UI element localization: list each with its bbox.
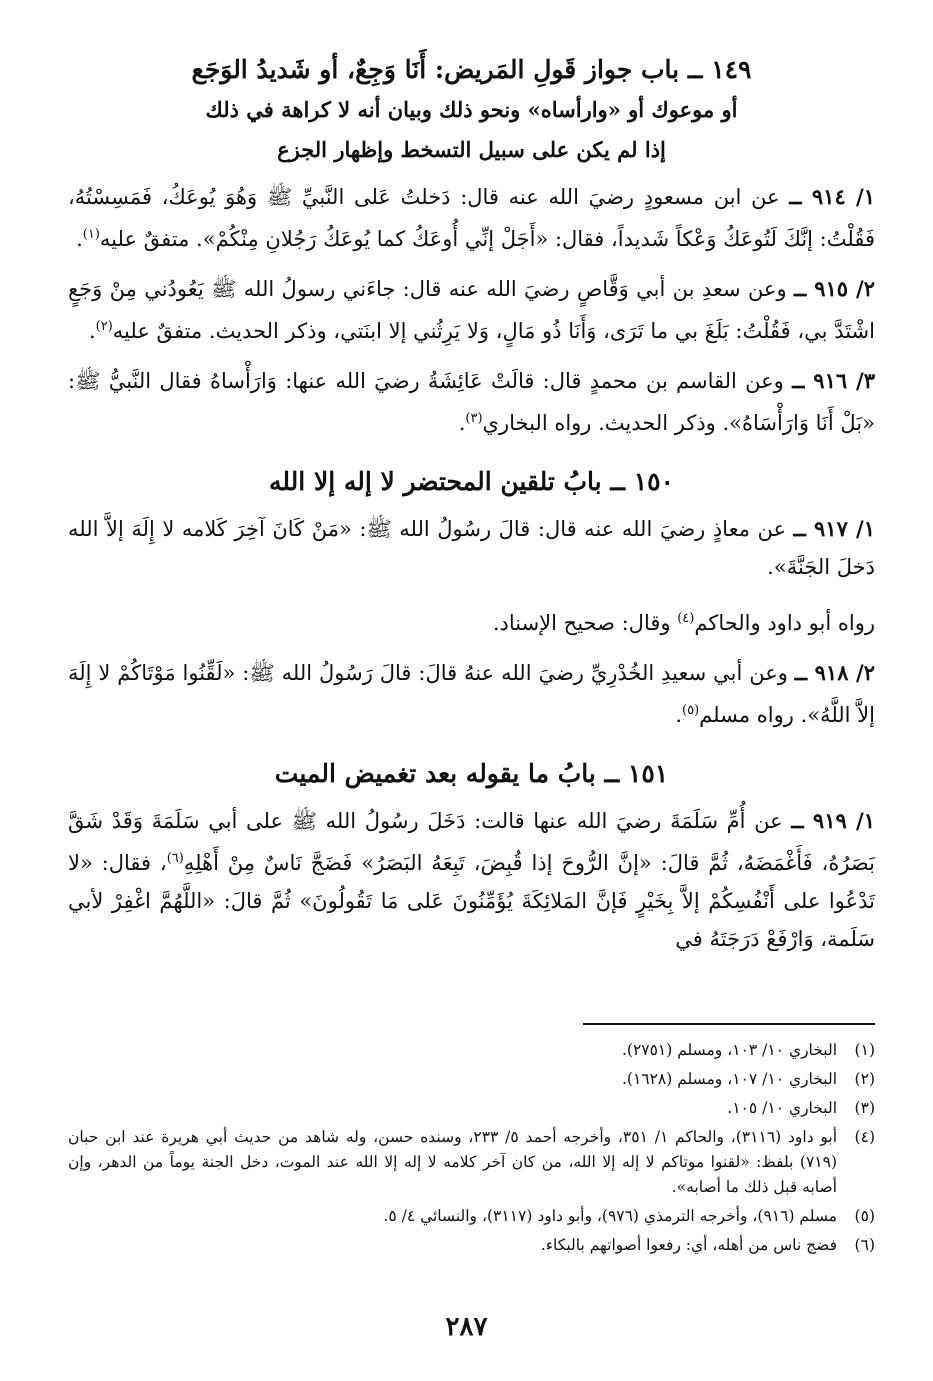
hadith-918: [68, 654, 875, 734]
hadith-917: [68, 510, 875, 586]
chapter-149-title: ١٤٩ ــ باب جواز قَولِ المَريض: أَنَا وَجِعٌ، أو شَديدُ الوَجَع: [191, 55, 752, 84]
hadith-tail: .: [76, 227, 83, 251]
footnote-number: (٦): [854, 1236, 875, 1254]
hadith-number: ١/ ٩١٩ ــ: [791, 808, 875, 833]
footnote-ref: (٣): [465, 411, 483, 426]
footnote-1: [68, 1038, 875, 1063]
hadith-914: [68, 178, 875, 258]
hadith-text: وعن القاسم بن محمدٍ قال: قالَتْ عَائِشَةُ رضيَ الله عنها: وَارَأْساهُ فقال النَّبيُّ ﷺ: «بَلْ أَنَا وَارَأْسَاهُ». وذكر الحديث. رواه البخاري: [68, 369, 875, 435]
footnote-number: (٣): [854, 1099, 875, 1117]
hadith-text: وعن أبي سعيدِ الخُدْرِيِّ رضيَ الله عنهُ قالَ: قالَ رَسُولُ الله ﷺ: «لَقِّنُوا مَوْتَاكُمْ لا إِلَهَ إلاَّ اللَّهُ». رواه مسلم: [68, 661, 875, 727]
hadith-number: ٢/ ٩١٨ ــ: [794, 660, 875, 685]
footnote-2: [68, 1067, 875, 1092]
footnote-number: (١): [854, 1041, 875, 1059]
source-text: رواه أبو داود والحاكم: [694, 611, 875, 635]
hadith-916: [68, 362, 875, 442]
footnote-number: (٤): [854, 1128, 875, 1146]
hadith-text: عن معاذٍ رضيَ الله عنه قال: قالَ رسُولُ الله ﷺ: «مَنْ كَانَ آخِرَ كَلامه لا إِلَهَ إلاَّ الله دَخلَ الجَنَّةَ».: [68, 517, 875, 579]
footnote-3: [68, 1096, 875, 1121]
hadith-tail: .: [675, 703, 683, 727]
footnote-ref: (١): [82, 227, 100, 242]
hadith-number: ٢/ ٩١٥ ــ: [793, 276, 875, 301]
footnote-number: (٥): [854, 1207, 875, 1225]
footnotes: [68, 1038, 875, 1262]
footnote-ref: (٦): [166, 851, 184, 866]
hadith-917-source: [68, 600, 875, 642]
hadith-number: ١/ ٩١٧ ــ: [793, 516, 875, 541]
hadith-text: عن ابن مسعودٍ رضيَ الله عنه قال: دَخلتُ عَلى النَّبيِّ ﷺ وَهُوَ يُوعَكُ، فَمَسِسْتُهُ، فَقُلْتُ: إنَّكَ لَتُوعَكُ وَعْكاً شَديداً، فقال: «أَجَلْ إنِّي أُوعَكُ كما يُوعَكُ رَجُلانِ مِنْكُمْ». متفقٌ عليه: [68, 185, 875, 251]
hadith-number: ١/ ٩١٤ ــ: [789, 184, 875, 209]
chapter-149-subtitle-2: إذا لم يكن على سبيل التسخط وإظهار الجزع: [277, 137, 666, 162]
hadith-text: وعن سعدِ بن أبي وَقَّاصٍ رضيَ الله عنه قال: جاءَني رسولُ الله ﷺ يَعُودُني مِنْ وَجَعٍ اشْتَدَّ بي، فَقُلْتُ: بَلَغَ بي ما تَرَى، وَأَنَا ذُو مَالٍ، وَلا يَرِثُني إلا ابنَتي، وذكر الحديث. متفقٌ عليه: [68, 277, 875, 343]
hadith-text: عن أُمِّ سَلَمَةَ رضيَ الله عنها قالت: دَخَلَ رسُولُ الله ﷺ على أبي سَلَمَةَ وَقَدْ شَقَّ بَصَرُهُ، فَأَغْمَضَهُ، ثُمَّ قالَ: «إنَّ الرُّوحَ إذا قُبِضَ، تَبِعَهُ البَصَرُ» فَضَجَّ نَاسٌ مِنْ أَهْلِهِ: [68, 809, 875, 875]
footnote-text: أبو داود (٣١١٦)، والحاكم ١/ ٣٥١، وأخرجه أحمد ٥/ ٢٣٣، وسنده حسن، وله شاهد من حديث أبي هريرة عند ابن حبان (٧١٩) بلفظ: «لقنوا موتاكم لا إله إلا الله، من كان آخر كلامه لا إله إلا الله عند الموت، دخل الجنة يوماً من الدهر، وإن أصابه قبل ذلك ما أصابه».: [68, 1128, 838, 1196]
footnote-text: البخاري ١٠/ ١٠٥.: [727, 1099, 837, 1117]
footnote-4: [68, 1125, 875, 1200]
hadith-text-continued: ، فقال: «لا تَدْعُوا على أَنْفُسِكُمْ إلاَّ بِخَيْرٍ فَإنَّ المَلائِكَةَ يُؤَمِّنُونَ عَلى مَا تَقُولُونَ» ثُمَّ قالَ: «اللَّهُمَّ اغْفِرْ لأبي سَلَمة، وَارْفَعْ دَرَجَتَهُ في: [68, 851, 875, 951]
footnote-6: [68, 1233, 875, 1258]
footnote-ref: (٤): [677, 611, 695, 626]
chapter-149-subtitle-1: أو موعوك أو «وارأساه» ونحو ذلك وبيان أنه لا كراهة في ذلك: [205, 97, 738, 122]
hadith-919: [68, 802, 875, 958]
footnote-text: فضج ناس من أهله، أي: رفعوا أصواتهم بالبكاء.: [540, 1236, 837, 1254]
footnote-ref: (٥): [682, 703, 700, 718]
hadith-number: ٣/ ٩١٦ ــ: [792, 368, 875, 393]
footnote-number: (٢): [854, 1070, 875, 1088]
footnote-text: مسلم (٩١٦)، وأخرجه الترمذي (٩٧٦)، وأبو داود (٣١١٧)، والنسائي ٤/ ٥.: [383, 1207, 837, 1225]
chapter-151-title: ١٥١ ــ بابُ ما يقوله بعد تغميض الميت: [274, 759, 669, 788]
footnote-ref: (٢): [95, 319, 113, 334]
source-text-continued: وقال: صحيح الإسناد.: [492, 611, 678, 635]
footnote-text: البخاري ١٠/ ١٠٣، ومسلم (٢٧٥١).: [621, 1041, 837, 1059]
footnote-divider: [583, 1023, 875, 1025]
hadith-tail: .: [458, 411, 466, 435]
page-number: ٢٨٧: [445, 1312, 488, 1342]
hadith-915: [68, 270, 875, 350]
hadith-tail: .: [88, 319, 96, 343]
footnote-text: البخاري ١٠/ ١٠٧، ومسلم (١٦٢٨).: [621, 1070, 837, 1088]
chapter-150-title: ١٥٠ ــ بابُ تلقين المحتضر لا إله إلا الله: [269, 467, 674, 496]
footnote-5: [68, 1204, 875, 1229]
